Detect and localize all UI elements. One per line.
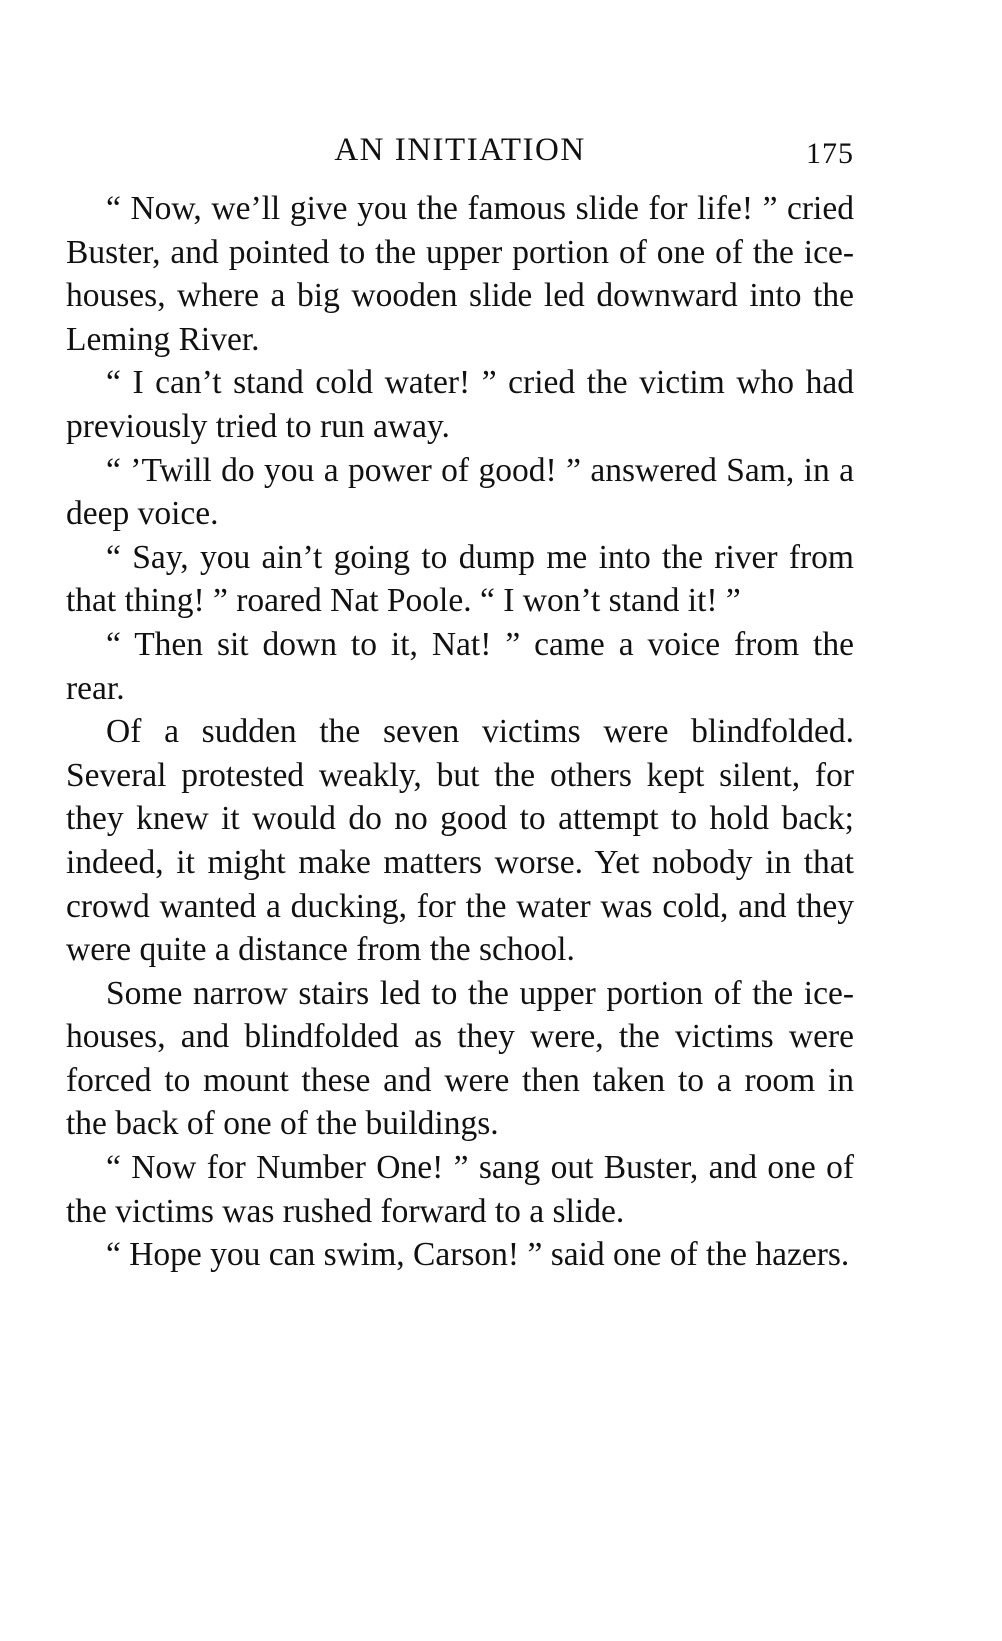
paragraph: “ Then sit down to it, Nat! ” came a voice from the rear. bbox=[66, 625, 854, 707]
paragraph: Of a sudden the seven victims were blindfolded. Several protested weakly, but the others kept silent, for they knew it would do no good to attempt to hold back; indeed, it might make matters worse. Yet nobody in that crowd wanted a ducking, for the water was cold, and they were quite a distance from the school. bbox=[66, 713, 854, 969]
running-title: AN INITIATION bbox=[334, 132, 586, 168]
paragraph: “ Say, you ain’t going to dump me into the river from that thing! ” roared Nat Poole. “ I won’t stand it! ” bbox=[66, 538, 854, 620]
paragraph: “ Now for Number One! ” sang out Buster, and one of the victims was rushed forward to a slide. bbox=[66, 1149, 854, 1230]
body-text bbox=[66, 187, 854, 1277]
running-head bbox=[66, 128, 854, 172]
paragraph: “ ’Twill do you a power of good! ” answered Sam, in a deep voice. bbox=[66, 451, 854, 533]
paragraph: “ Now, we’ll give you the famous slide for life! ” cried Buster, and pointed to the upper portion of one of the ice-houses, where a big wooden slide led downward into the Leming River. bbox=[66, 190, 854, 358]
paragraph: “ Hope you can swim, Carson! ” said one of the hazers. bbox=[106, 1236, 850, 1274]
paragraph: “ I can’t stand cold water! ” cried the victim who had previously tried to run away. bbox=[66, 364, 854, 445]
paragraph: Some narrow stairs led to the upper portion of the ice-houses, and blindfolded as they were, the victims were forced to mount these and were then taken to a room in the back of one of the buildings. bbox=[66, 974, 854, 1143]
page-number: 175 bbox=[806, 137, 854, 170]
